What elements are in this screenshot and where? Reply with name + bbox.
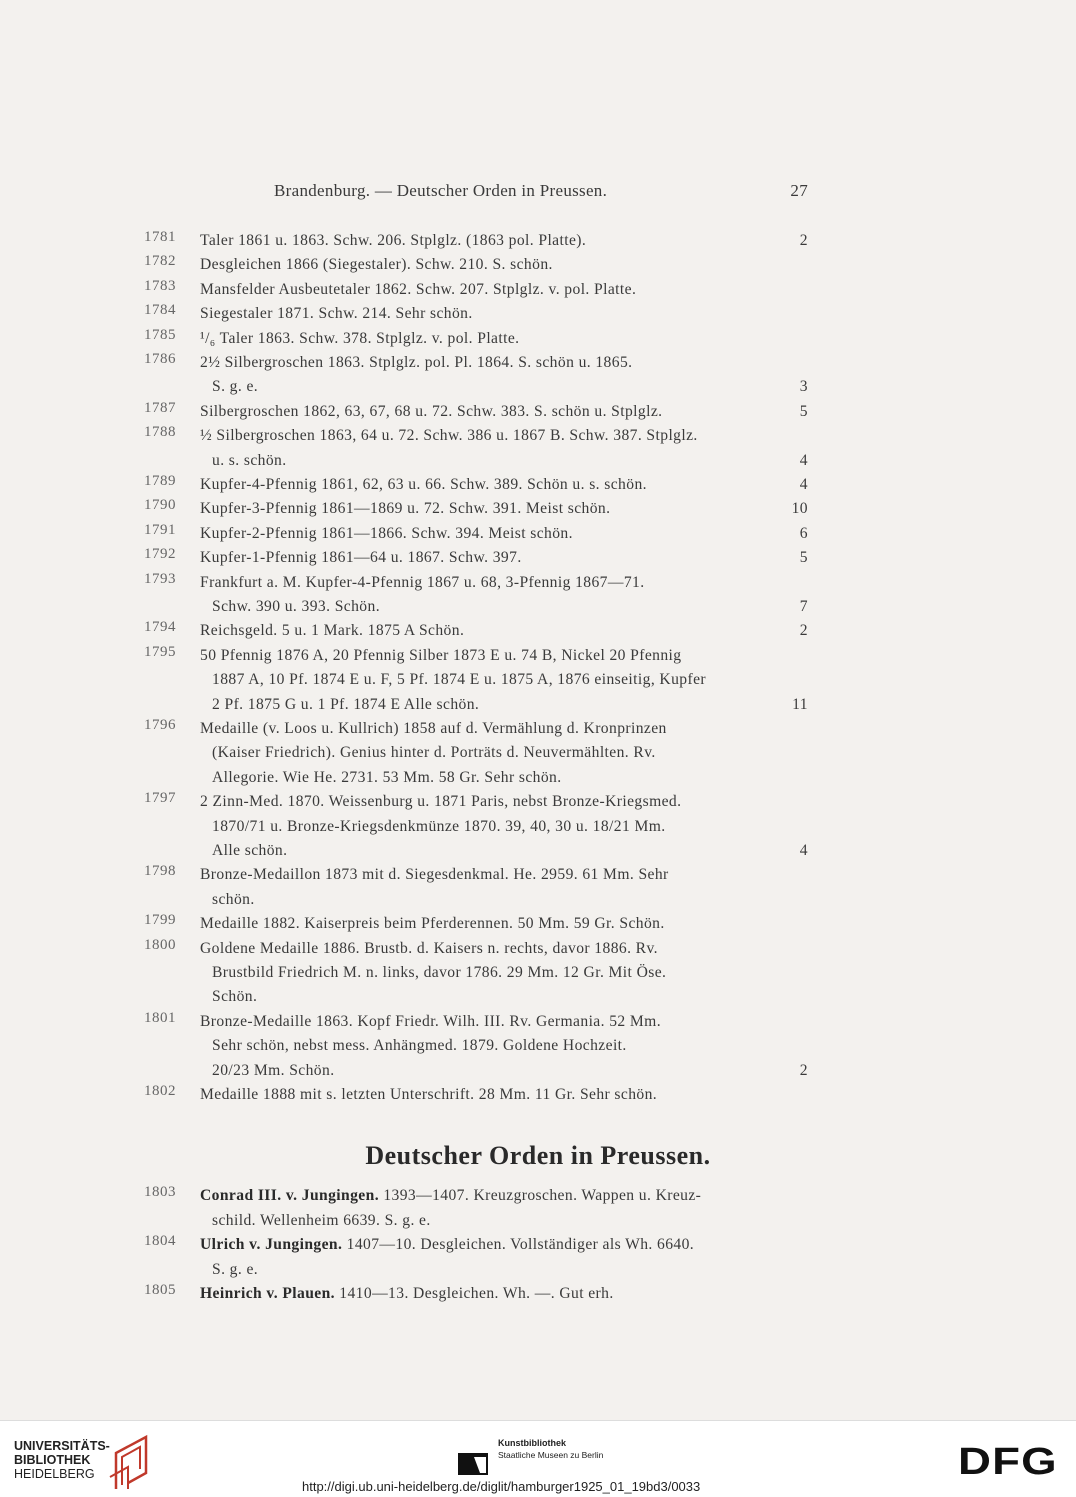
entry-line: Silbergroschen 1862, 63, 67, 68 u. 72. Schw. 383. S. schön u. Stplglz. [200, 402, 663, 420]
entry-number: 1795 [144, 643, 176, 660]
entry-number: 1781 [144, 229, 176, 245]
entry-number: 1804 [144, 1233, 176, 1250]
catalog-entry [0, 863, 1076, 912]
catalog-entry [0, 717, 1076, 790]
entry-line: Kupfer-4-Pfennig 1861, 62, 63 u. 66. Schw. 389. Schön u. s. schön. [200, 476, 647, 493]
catalog-entry [0, 619, 1076, 643]
entry-description [200, 619, 808, 643]
kb-line-1: Kunstbibliothek [498, 1438, 566, 1448]
entry-price: 4 [799, 476, 808, 493]
entry-line: 20/23 Mm. Schön. [212, 1061, 335, 1079]
entry-line: Kupfer-3-Pfennig 1861—1869 u. 72. Schw. 391. Meist schön. [200, 500, 611, 518]
entry-line: Reichsgeld. 5 u. 1 Mark. 1875 A Schön. [200, 622, 465, 640]
entry-line: Kupfer-1-Pfennig 1861—64 u. 1867. Schw. 397. [200, 549, 522, 567]
entry-line: Allegorie. Wie He. 2731. 53 Mm. 58 Gr. Sehr schön. [212, 768, 562, 786]
entry-description [200, 351, 808, 400]
entry-description [200, 717, 808, 790]
uni-line-2: BIBLIOTHEK [14, 1453, 91, 1467]
catalog-entry [0, 302, 1076, 326]
entry-line: Bronze-Medaille 1863. Kopf Friedr. Wilh. III. Rv. Germania. 52 Mm. [200, 1012, 662, 1030]
entry-number: 1805 [144, 1282, 176, 1298]
entry-line: Bronze-Medaillon 1873 mit d. Siegesdenkmal. He. 2959. 61 Mm. Sehr [200, 866, 669, 884]
entry-line: Medaille (v. Loos u. Kullrich) 1858 auf d. Vermählung d. Kronprinzen [200, 720, 667, 737]
entry-price: 2 [799, 232, 808, 249]
entry-description [200, 644, 808, 717]
entry-price: 10 [791, 500, 808, 518]
entry-number: 1787 [144, 399, 176, 416]
entry-description [200, 400, 808, 424]
entry-number: 1801 [144, 1009, 176, 1026]
entry-description [200, 912, 808, 936]
entry-line: Brustbild Friedrich M. n. links, davor 1786. 29 Mm. 12 Gr. Mit Öse. [212, 964, 667, 981]
entry-number: 1790 [144, 497, 176, 514]
page-number: 27 [790, 181, 808, 200]
catalog-entry [0, 1184, 1076, 1233]
catalog-entry [0, 912, 1076, 936]
entry-description [200, 863, 808, 912]
entry-number: 1792 [144, 546, 176, 563]
entry-description [200, 522, 808, 546]
permalink-url[interactable]: http://digi.ub.uni-heidelberg.de/diglit/hamburger1925_01_19bd3/0033 [302, 1479, 701, 1494]
catalog-entry [0, 351, 1076, 400]
entry-number: 1794 [144, 619, 176, 636]
entry-number: 1789 [144, 473, 176, 489]
catalog-entry [0, 937, 1076, 1010]
header-title: Brandenburg. — Deutscher Orden in Preussen. [274, 181, 608, 200]
entry-description [200, 790, 808, 863]
entry-line: schild. Wellenheim 6639. S. g. e. [212, 1211, 431, 1229]
entry-number: 1786 [144, 351, 176, 367]
catalog-entry [0, 571, 1076, 620]
university-logo-icon [106, 1433, 152, 1491]
catalog-entry [0, 522, 1076, 546]
entry-name: Heinrich v. Plauen. [200, 1285, 335, 1302]
catalog-entry [0, 644, 1076, 717]
catalog-entry [0, 1010, 1076, 1083]
uni-line-3: HEIDELBERG [14, 1467, 95, 1481]
entry-description [200, 1184, 808, 1233]
entry-description [200, 497, 808, 521]
entry-line: 1870/71 u. Bronze-Kriegsdenkmünze 1870. 39, 40, 30 u. 18/21 Mm. [212, 817, 666, 835]
entry-line: S. g. e. [212, 378, 259, 396]
uni-line-1: UNIVERSITÄTS- [14, 1439, 110, 1453]
entry-description [200, 1282, 808, 1306]
entry-description [200, 229, 808, 253]
entry-line: Medaille 1882. Kaiserpreis beim Pferderennen. 50 Mm. 59 Gr. Schön. [200, 915, 665, 933]
section-heading: Deutscher Orden in Preussen. [365, 1141, 711, 1171]
entry-line: Medaille 1888 mit s. letzten Unterschrift. 28 Mm. 11 Gr. Sehr schön. [200, 1086, 658, 1103]
entry-line: (Kaiser Friedrich). Genius hinter d. Porträts d. Neuvermählten. Rv. [212, 744, 656, 762]
entry-price: 11 [792, 695, 808, 713]
catalog-entry [0, 790, 1076, 863]
entry-line: 2 Pf. 1875 G u. 1 Pf. 1874 E Alle schön. [212, 695, 480, 713]
entry-number: 1797 [144, 790, 176, 807]
entry-price: 7 [799, 598, 808, 615]
entry-line: 1410—13. Desgleichen. Wh. —. Gut erh. [339, 1285, 614, 1302]
entry-line: 50 Pfennig 1876 A, 20 Pfennig Silber 1873 E u. 74 B, Nickel 20 Pfennig [200, 646, 682, 664]
entry-number: 1782 [144, 253, 176, 270]
entry-description [200, 546, 808, 570]
entry-line: 2½ Silbergroschen 1863. Stplglz. pol. Pl. 1864. S. schön u. 1865. [200, 354, 633, 371]
kb-line-2: Staatliche Museen zu Berlin [498, 1450, 604, 1460]
entry-line: 2 Zinn-Med. 1870. Weissenburg u. 1871 Paris, nebst Bronze-Kriegsmed. [200, 793, 682, 811]
entry-price: 4 [799, 842, 808, 859]
entry-name: Conrad III. v. Jungingen. [200, 1187, 379, 1205]
entry-description [200, 302, 808, 326]
catalog-entry [0, 497, 1076, 521]
catalog-entry [0, 278, 1076, 302]
entry-number: 1802 [144, 1083, 176, 1099]
entry-line: Sehr schön, nebst mess. Anhängmed. 1879. Goldene Hochzeit. [212, 1037, 627, 1055]
entry-line: 1407—10. Desgleichen. Vollständiger als Wh. 6640. [346, 1236, 695, 1254]
catalog-entry [0, 473, 1076, 497]
entry-number: 1784 [144, 302, 176, 319]
entry-price: 2 [799, 1061, 808, 1079]
entry-number: 1803 [144, 1184, 176, 1201]
entry-name: Ulrich v. Jungingen. [200, 1236, 343, 1254]
entry-number: 1793 [144, 570, 176, 587]
dfg-logo: DFG [958, 1441, 1058, 1483]
entry-number: 1798 [144, 863, 176, 880]
entry-price: 4 [799, 451, 808, 469]
entry-description [200, 1010, 808, 1083]
entry-number: 1796 [144, 717, 176, 733]
catalog-entry [0, 400, 1076, 424]
entry-line: ¹/₆ Taler 1863. Schw. 378. Stplglz. v. pol. Platte. [200, 329, 520, 347]
entry-description [200, 571, 808, 620]
running-header [274, 181, 808, 201]
entry-line: S. g. e. [212, 1260, 259, 1278]
entry-line: Kupfer-2-Pfennig 1861—1866. Schw. 394. Meist schön. [200, 524, 573, 542]
entry-description [200, 937, 808, 1010]
museum-mark-icon [458, 1453, 488, 1475]
entry-number: 1800 [144, 936, 176, 953]
entry-line: Schön. [212, 988, 258, 1006]
university-library-logo-text [14, 1439, 110, 1481]
entry-price: 5 [799, 549, 808, 567]
entry-line: Frankfurt a. M. Kupfer-4-Pfennig 1867 u. 68, 3-Pfennig 1867—71. [200, 573, 645, 591]
entry-description [200, 253, 808, 277]
entry-number: 1783 [144, 277, 176, 294]
entry-description [200, 424, 808, 473]
catalog-entry [0, 546, 1076, 570]
catalog-entry [0, 1083, 1076, 1107]
entry-line: Desgleichen 1866 (Siegestaler). Schw. 210. S. schön. [200, 256, 553, 274]
entry-number: 1799 [144, 912, 176, 929]
entry-line: Mansfelder Ausbeutetaler 1862. Schw. 207. Stplglz. v. pol. Platte. [200, 280, 637, 298]
entry-line: ½ Silbergroschen 1863, 64 u. 72. Schw. 386 u. 1867 B. Schw. 387. Stplglz. [200, 427, 698, 445]
entry-line: 1887 A, 10 Pf. 1874 E u. F, 5 Pf. 1874 E u. 1875 A, 1876 einseitig, Kupfer [212, 671, 706, 689]
entry-description [200, 473, 808, 497]
entry-description [200, 327, 808, 351]
entry-line: Siegestaler 1871. Schw. 214. Sehr schön. [200, 305, 473, 323]
catalog-entry [0, 1282, 1076, 1306]
catalog-entry [0, 229, 1076, 253]
entry-number: 1791 [144, 521, 176, 538]
entry-price: 5 [799, 402, 808, 420]
entry-line: u. s. schön. [212, 451, 287, 469]
entry-price: 3 [799, 378, 808, 396]
entry-number: 1788 [144, 424, 176, 441]
entry-description [200, 278, 808, 302]
entry-number: 1785 [144, 326, 176, 343]
entry-price: 6 [799, 524, 808, 542]
entry-line: 1393—1407. Kreuzgroschen. Wappen u. Kreuz- [383, 1187, 702, 1205]
entry-line: Taler 1861 u. 1863. Schw. 206. Stplglz. (1863 pol. Platte). [200, 232, 587, 249]
entry-price: 2 [799, 622, 808, 640]
catalog-entry [0, 327, 1076, 351]
entry-line: Schw. 390 u. 393. Schön. [212, 598, 380, 615]
entry-line: schön. [212, 890, 255, 908]
footer-bar [0, 1420, 1076, 1497]
entry-description [200, 1083, 808, 1107]
entry-line: Alle schön. [212, 842, 288, 859]
catalog-entry [0, 424, 1076, 473]
entry-line: Goldene Medaille 1886. Brustb. d. Kaisers n. rechts, davor 1886. Rv. [200, 939, 658, 957]
catalog-entry [0, 1233, 1076, 1282]
catalog-entry [0, 253, 1076, 277]
entry-description [200, 1233, 808, 1282]
